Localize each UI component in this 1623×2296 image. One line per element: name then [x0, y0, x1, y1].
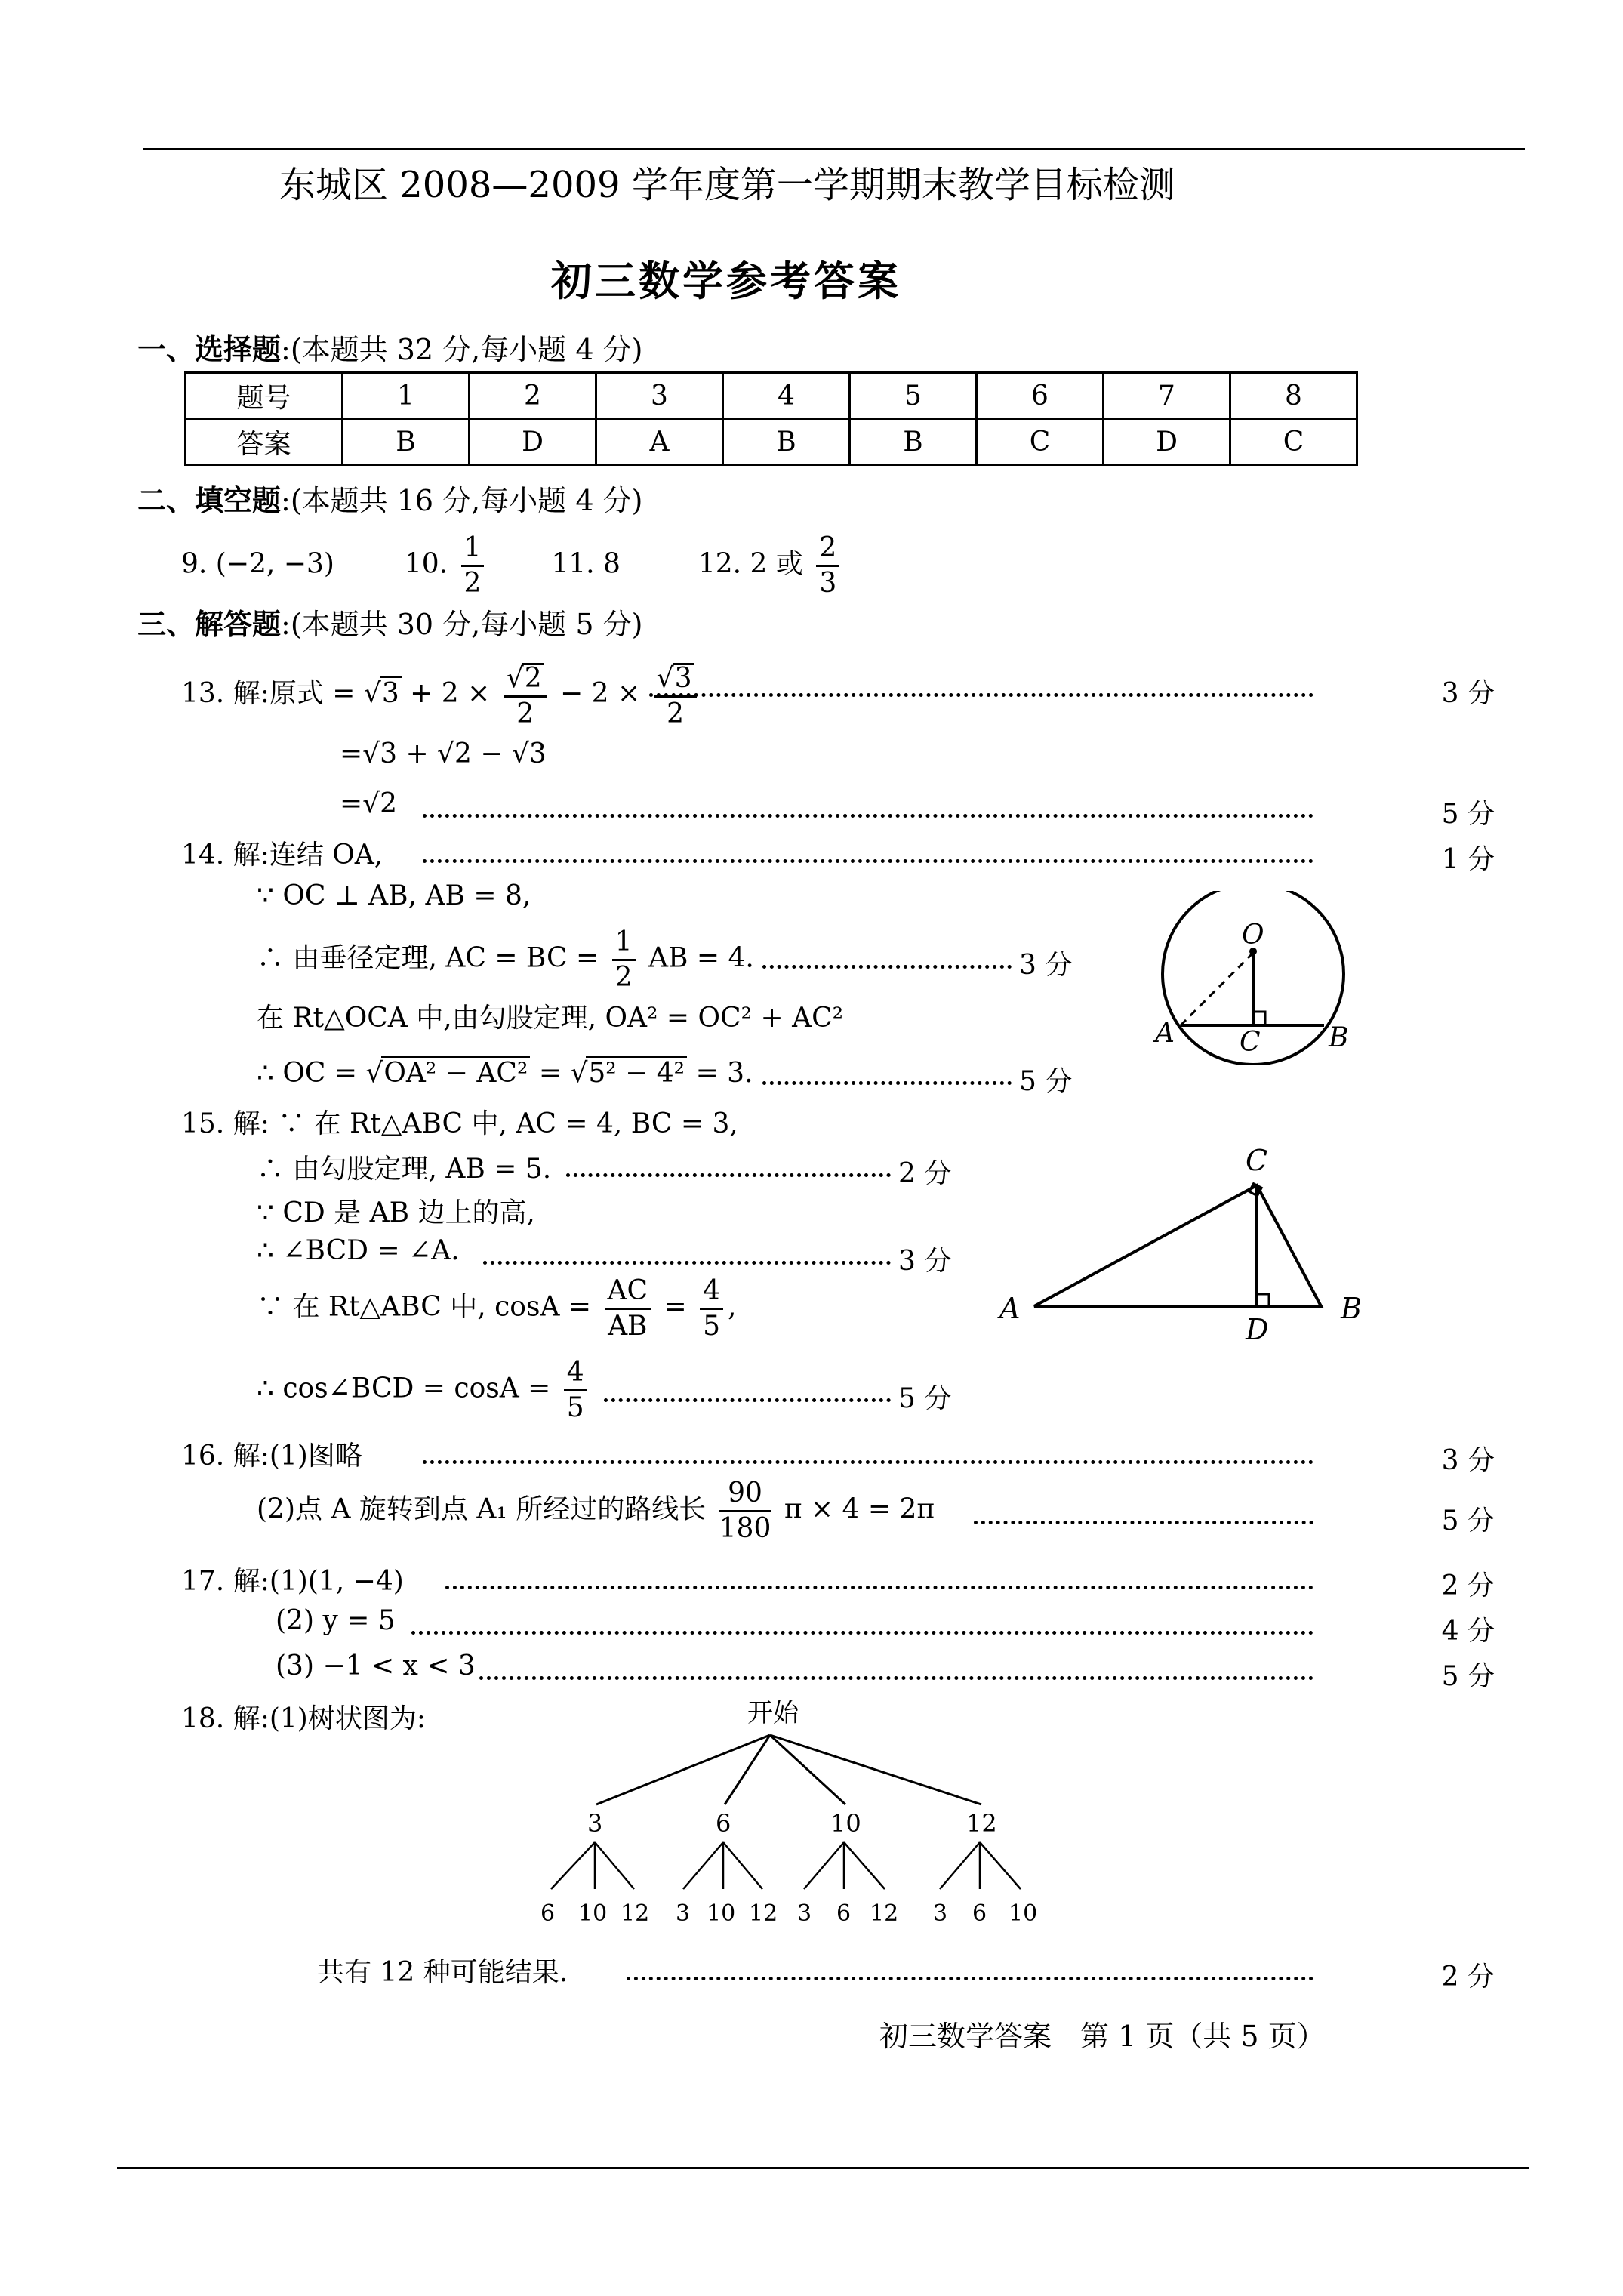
answer-table	[184, 371, 1358, 466]
tree-root: 开始	[747, 1698, 799, 1728]
label-A: A	[1155, 1018, 1175, 1049]
q15-line5: ∵ 在 Rt△ABC 中, cosA = $\frac{AC}{AB}$ = $\frac{4}{5}$ ,	[257, 1275, 737, 1342]
tree-node: 10	[830, 1809, 861, 1838]
section1-heading: 一、选择题:(本题共 32 分,每小题 4 分)	[137, 332, 643, 366]
table-header-cell: 题号	[186, 373, 343, 419]
circle-figure	[1147, 891, 1374, 1065]
q9-answer: 9. (−2, −3)	[181, 548, 334, 580]
leader-dots	[762, 1081, 1012, 1085]
table-row	[186, 373, 1357, 419]
q16-line1: 16. 解:(1)图略	[181, 1441, 362, 1472]
page-footer: 初三数学答案 第 1 页（共 5 页）	[879, 2020, 1326, 2053]
q13-line2: =√3 + √2 − √3	[340, 738, 547, 769]
table-cell: A	[596, 419, 723, 465]
table-cell: B	[850, 419, 977, 465]
leader-dots	[423, 814, 1313, 818]
tree-leaf: 3	[933, 1900, 948, 1927]
q15-line1: 15. 解: ∵ 在 Rt△ABC 中, AC = 4, BC = 3,	[181, 1108, 738, 1139]
q10-fraction: $\frac{1}{2}$	[461, 535, 485, 597]
triangle-figure	[989, 1140, 1397, 1351]
leader-dots	[411, 1631, 1313, 1635]
q16-line2: (2)点 A 旋转到点 A₁ 所经过的路线长 $\frac{90}{180}$ π × 4 = 2π	[257, 1478, 935, 1544]
fill-answers	[181, 532, 844, 599]
q14-line3: ∴ 由垂径定理, AC = BC = $\frac{1}{2}$ AB = 4.	[257, 926, 754, 993]
table-cell: 6	[977, 373, 1104, 419]
table-cell: D	[1104, 419, 1230, 465]
leader-dots	[423, 1460, 1313, 1464]
q17-line3: (3) −1 < x < 3	[276, 1650, 476, 1681]
table-cell: C	[1230, 419, 1357, 465]
table-cell: 2	[470, 373, 596, 419]
tree-node: 12	[966, 1809, 997, 1838]
tree-diagram	[521, 1691, 1095, 1940]
score: 4 分	[1441, 1616, 1495, 1647]
q17-line1: 17. 解:(1)(1, −4)	[181, 1566, 404, 1597]
q14-line2: ∵ OC ⊥ AB, AB = 8,	[257, 880, 531, 911]
section2-heading: 二、填空题:(本题共 16 分,每小题 4 分)	[137, 483, 643, 517]
leader-dots	[762, 965, 1012, 969]
tree-leaf: 6	[972, 1900, 987, 1927]
tree-leaf: 10	[1009, 1900, 1038, 1927]
tree-leaf: 12	[870, 1900, 899, 1927]
table-cell: B	[343, 419, 470, 465]
leader-dots	[649, 693, 1313, 697]
tree-leaf: 6	[540, 1900, 556, 1927]
q14-line5: ∴ OC = √OA² − AC² = √5² − 4² = 3.	[257, 1056, 753, 1089]
table-cell: 3	[596, 373, 723, 419]
leader-dots	[627, 1977, 1313, 1980]
table-cell: C	[977, 419, 1104, 465]
q14-line1: 14. 解:连结 OA,	[181, 840, 383, 871]
score: 5 分	[898, 1383, 952, 1414]
tree-leaf: 10	[578, 1900, 608, 1927]
tree-leaf: 6	[836, 1900, 852, 1927]
label-B: B	[1329, 1022, 1349, 1053]
tree-node: 6	[716, 1809, 731, 1838]
page-subtitle: 初三数学参考答案	[551, 257, 901, 305]
q15-line6: ∴ cos∠BCD = cosA = $\frac{4}{5}$	[257, 1359, 592, 1422]
table-cell: 4	[723, 373, 850, 419]
page-title: 东城区 2008—2009 学年度第一学期期末教学目标检测	[279, 164, 1175, 206]
q11-answer: 11. 8	[551, 548, 621, 580]
score: 3 分	[1019, 950, 1073, 981]
tree-leaf: 10	[707, 1900, 736, 1927]
score: 5 分	[1441, 1661, 1495, 1692]
q15-line4: ∴ ∠BCD = ∠A.	[257, 1235, 460, 1266]
bottom-rule	[117, 2167, 1529, 2169]
score: 3 分	[898, 1246, 952, 1277]
table-header-cell: 答案	[186, 419, 343, 465]
table-cell: 7	[1104, 373, 1230, 419]
tree-leaf: 3	[676, 1900, 691, 1927]
table-cell: D	[470, 419, 596, 465]
label-A: A	[999, 1292, 1021, 1325]
table-cell: B	[723, 419, 850, 465]
tree-leaf: 12	[621, 1900, 650, 1927]
score: 5 分	[1441, 1505, 1495, 1536]
leader-dots	[604, 1398, 891, 1402]
score: 2 分	[898, 1158, 952, 1189]
q18-result: 共有 12 种可能结果.	[317, 1957, 568, 1988]
q18-line1: 18. 解:(1)树状图为:	[181, 1703, 426, 1734]
leader-dots	[445, 1586, 1313, 1589]
label-C: C	[1240, 1027, 1261, 1058]
tree-leaf: 3	[797, 1900, 812, 1927]
score: 2 分	[1441, 1962, 1495, 1992]
q12-label: 12. 2 或	[698, 548, 803, 580]
leader-dots	[483, 1261, 891, 1265]
score: 1 分	[1441, 844, 1495, 875]
q17-line2: (2) y = 5	[276, 1605, 396, 1636]
score: 2 分	[1441, 1570, 1495, 1601]
leader-dots	[974, 1521, 1313, 1524]
score: 5 分	[1019, 1066, 1073, 1097]
tree-leaf: 12	[749, 1900, 778, 1927]
table-row	[186, 419, 1357, 465]
leader-dots	[423, 859, 1313, 863]
q10-label: 10.	[404, 548, 448, 580]
score: 5 分	[1441, 799, 1495, 830]
label-D: D	[1246, 1313, 1269, 1346]
q13-line3: =√2	[340, 788, 398, 819]
q15-line3: ∵ CD 是 AB 边上的高,	[257, 1197, 535, 1228]
label-C: C	[1246, 1144, 1268, 1177]
leader-dots	[479, 1676, 1313, 1680]
q15-line2: ∴ 由勾股定理, AB = 5.	[257, 1154, 552, 1185]
score: 3 分	[1441, 1445, 1495, 1476]
q12-fraction: $\frac{2}{3}$	[816, 535, 839, 597]
q14-line4: 在 Rt△OCA 中,由勾股定理, OA² = OC² + AC²	[257, 1003, 844, 1034]
table-cell: 5	[850, 373, 977, 419]
label-O: O	[1242, 920, 1264, 951]
table-cell: 8	[1230, 373, 1357, 419]
tree-node: 3	[587, 1809, 603, 1838]
table-cell: 1	[343, 373, 470, 419]
label-B: B	[1341, 1292, 1362, 1325]
score: 3 分	[1441, 678, 1495, 709]
q13-line1: 13. 解:原式 = √3 + 2 × $\frac{√2}{2}$ − 2 × $\frac{√3}{2}$	[181, 663, 701, 728]
top-rule	[143, 148, 1525, 150]
section3-heading: 三、解答题:(本题共 30 分,每小题 5 分)	[137, 607, 643, 641]
leader-dots	[566, 1173, 891, 1177]
